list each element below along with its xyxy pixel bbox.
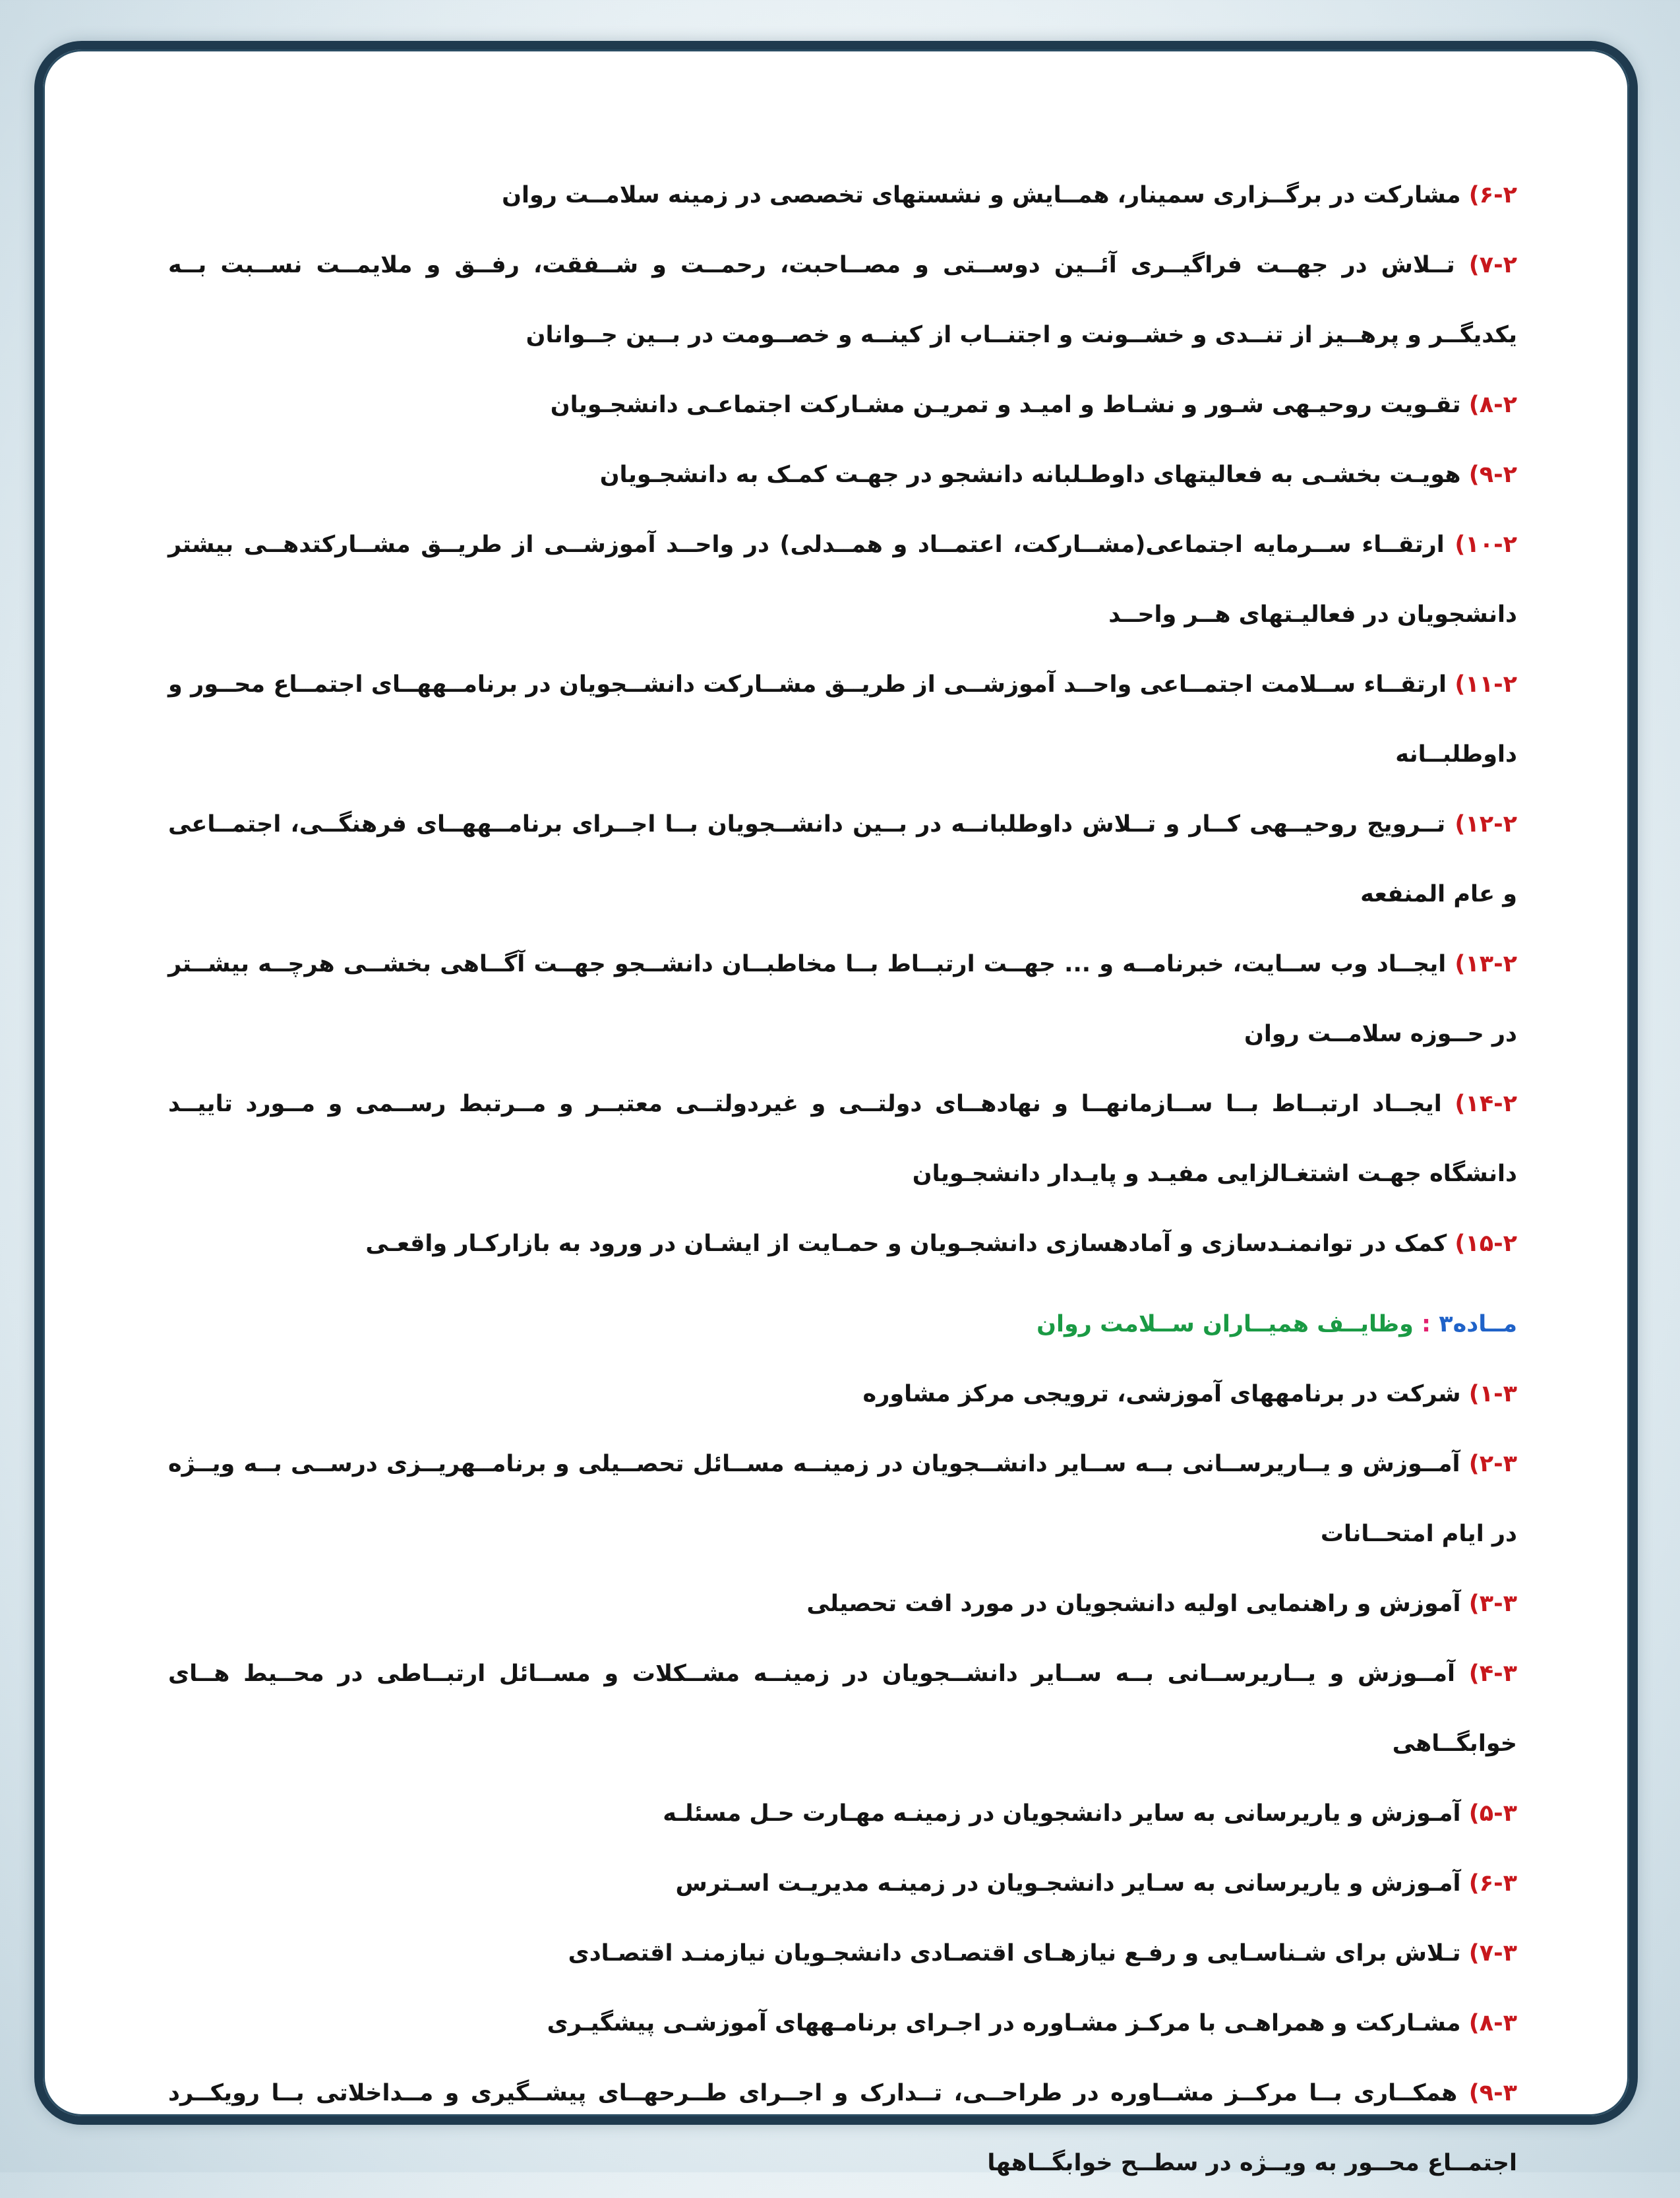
item-number: ۱۲-۲) bbox=[1455, 811, 1517, 838]
item-text: ایجــاد ارتبــاط بــا ســازمانهــا و نهادهــای دولتــی و غیردولتــی معتبــر و مــرتبط رســمی و مــورد تاییــد دانشگاه جهـت اشتغـالزایی مفیـد و پایـدار دانشجـویان bbox=[168, 1091, 1517, 1187]
list-item bbox=[168, 1639, 1517, 1779]
page-frame bbox=[34, 41, 1638, 2176]
list-item bbox=[168, 1569, 1517, 1639]
item-text: تـلاش برای شـناسـایی و رفـع نیازهـای اقتصـادی دانشجـویان نیازمنـد اقتصـادی bbox=[568, 1940, 1469, 1967]
list-item bbox=[168, 1918, 1517, 1988]
item-number: ۶-۲) bbox=[1468, 182, 1517, 208]
item-text: آمـوزش و یاریرسانی به سایر دانشجویان در زمینـه مهـارت حـل مسئلـه bbox=[663, 1800, 1469, 1827]
section-heading-word: مــاده۳ bbox=[1439, 1311, 1517, 1337]
list-item bbox=[168, 160, 1517, 230]
item-text: آمــوزش و یــاریرســانی بــه ســایر دانشــجویان در زمینــه مشــکلات و مســائل ارتبــاطی در محــیط هــای خوابگــاهی bbox=[168, 1661, 1517, 1757]
list-item bbox=[168, 929, 1517, 1069]
item-number: ۱۰-۲) bbox=[1455, 532, 1517, 558]
item-number: ۱۳-۲) bbox=[1455, 951, 1517, 977]
document-body bbox=[168, 160, 1517, 2198]
list-item bbox=[168, 1988, 1517, 2058]
item-text: تــرویج روحیــهی کــار و تــلاش داوطلبانــه در بــین دانشــجویان بــا اجــرای برنامــههــای فرهنگــی، اجتمــاعی و عام المنفعه bbox=[168, 811, 1517, 907]
list-item bbox=[168, 1779, 1517, 1848]
list-item bbox=[168, 370, 1517, 440]
item-text: ایجــاد وب ســایت، خبرنامــه و ... جهــت ارتبــاط بــا مخاطبــان دانشــجو جهــت آگــاهی بخشــی هرچــه بیشــتر در حــوزه سلامــت روان bbox=[168, 951, 1517, 1047]
item-text: همکــاری بــا مرکــز مشــاوره در طراحــی، تــدارک و اجــرای طــرحهــای پیشــگیری و مــداخلاتی بــا رویکــرد اجتمــاع محــور به ویــژه در سطــح خوابگــاهها bbox=[168, 2080, 1517, 2176]
item-text: کمک در توانمنـدسازی و آمادهسازی دانشجـویان و حمـایت از ایشـان در ورود به بازارکـار واقعـی bbox=[365, 1231, 1455, 1257]
list-item bbox=[168, 440, 1517, 510]
section-heading-title: وظایــف همیــاران ســلامت روان bbox=[1036, 1311, 1414, 1337]
item-number: ۵-۳) bbox=[1468, 1800, 1517, 1827]
item-number: ۷-۲) bbox=[1468, 252, 1517, 278]
item-number: ۹-۳) bbox=[1468, 2080, 1517, 2106]
list-item bbox=[168, 230, 1517, 370]
item-text: تقـویت روحیـهی شـور و نشـاط و امیـد و تمریـن مشـارکت اجتماعـی دانشجـویان bbox=[550, 392, 1469, 418]
item-text: شرکت در برنامههای آموزشی، ترویجی مرکز مشاوره bbox=[862, 1381, 1469, 1407]
item-number: ۶-۳) bbox=[1468, 1870, 1517, 1897]
item-number: ۲-۳) bbox=[1468, 1451, 1517, 1477]
item-number: ۳-۳) bbox=[1468, 1591, 1517, 1617]
item-text: آمـوزش و یاریرسانی به سـایر دانشجـویان در زمینـه مدیریـت اسـترس bbox=[675, 1870, 1469, 1897]
item-number: ۱۱-۲) bbox=[1455, 671, 1517, 698]
list-item bbox=[168, 789, 1517, 929]
list-item bbox=[168, 1359, 1517, 1429]
list-item bbox=[168, 510, 1517, 650]
item-number: ۱۴-۲) bbox=[1455, 1091, 1517, 1117]
item-text: ارتقــاء ســرمایه اجتماعی(مشــارکت، اعتمــاد و همــدلی) در واحــد آموزشــی از طریــق مشــارکتدهــی بیشتر دانشجویان در فعالیـتهای هــر واحــد bbox=[168, 532, 1517, 628]
list-item bbox=[168, 1069, 1517, 1209]
item-text: هویـت بخشـی به فعالیتهای داوطـلبانه دانشجو در جهـت کمـک به دانشجـویان bbox=[599, 462, 1469, 488]
list-item bbox=[168, 650, 1517, 789]
item-text: مشارکت در برگــزاری سمینار، همــایش و نشستهای تخصصی در زمینه سلامــت روان bbox=[502, 182, 1469, 208]
list-item bbox=[168, 2058, 1517, 2198]
item-text: تــلاش در جهــت فراگیــری آئــین دوســتی و مصــاحبت، رحمــت و شــفقت، رفــق و ملایمــت نســبت بــه یکدیگــر و پرهــیز از تنــدی و خشــونت و اجتنــاب از کینــه و خصــومت در بــین جــوانان bbox=[168, 252, 1517, 348]
item-number: ۸-۳) bbox=[1468, 2010, 1517, 2036]
list-item bbox=[168, 1848, 1517, 1918]
item-text: مشـارکت و همراهـی با مرکـز مشـاوره در اجـرای برنامـههای آموزشـی پیشگیـری bbox=[547, 2010, 1469, 2036]
section-heading-separator: : bbox=[1413, 1311, 1439, 1337]
list-item bbox=[168, 1429, 1517, 1569]
item-number: ۷-۳) bbox=[1468, 1940, 1517, 1967]
section-heading bbox=[168, 1289, 1517, 1359]
item-text: آمــوزش و یــاریرســانی بــه ســایر دانشــجویان در زمینــه مســائل تحصــیلی و برنامــهریــزی درســی بــه ویــژه در ایام امتحــانات bbox=[168, 1451, 1517, 1547]
list-item bbox=[168, 1209, 1517, 1279]
item-text: ارتقــاء ســلامت اجتمــاعی واحــد آموزشــی از طریــق مشــارکت دانشــجویان در برنامــههــای اجتمــاع محــور و داوطلبــانه bbox=[168, 671, 1517, 768]
item-number: ۹-۲) bbox=[1468, 462, 1517, 488]
item-text: آموزش و راهنمایی اولیه دانشجویان در مورد افت تحصیلی bbox=[806, 1591, 1469, 1617]
item-number: ۴-۳) bbox=[1468, 1661, 1517, 1687]
item-number: ۱-۳) bbox=[1468, 1381, 1517, 1407]
item-number: ۱۵-۲) bbox=[1455, 1231, 1517, 1257]
item-number: ۸-۲) bbox=[1468, 392, 1517, 418]
